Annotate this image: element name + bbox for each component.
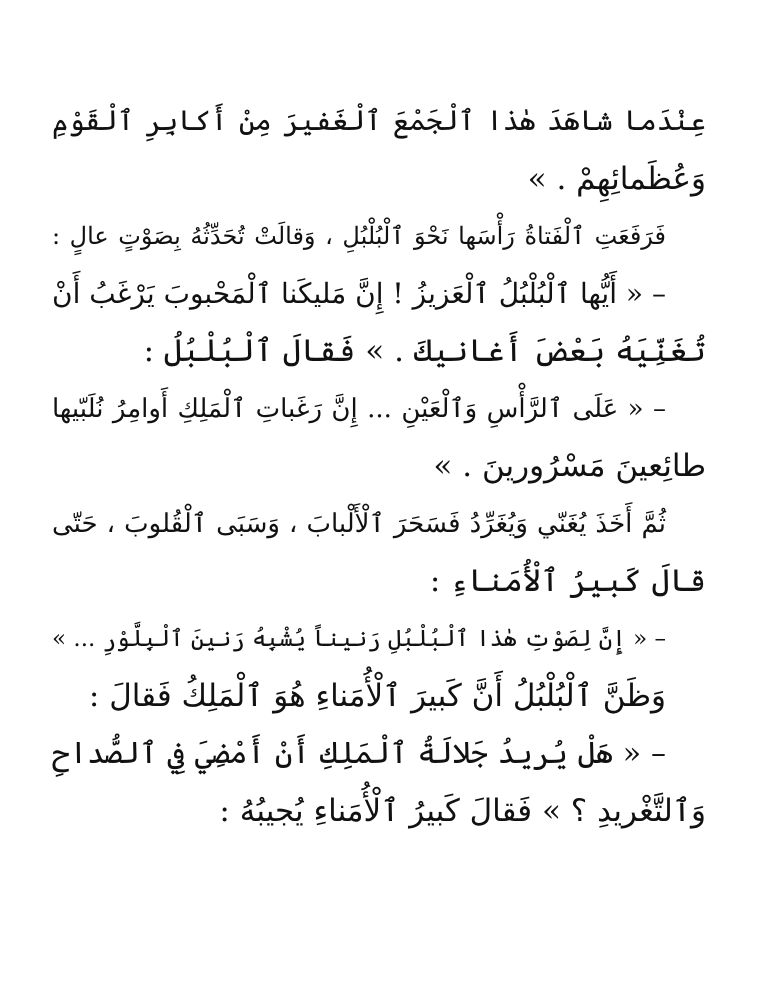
text-line: – « إِنَّ لِصَوْتِ هٰذا ٱلْبُلْبُلِ رَنيناً يُشْبِهُ رَنينَ ٱلْبِلَّوْرِ ... » — [52, 625, 666, 652]
text-line: فَرَفَعَتِ ٱلْفَتاةُ رَأْسَها نَحْوَ ٱلْبُلْبُلِ ، وَقالَتْ تُحَدِّثُهُ بِصَوْتٍ عالٍ : — [52, 222, 666, 250]
story-text — [52, 96, 706, 844]
text-line: وَعُظَمائِهِمْ . » — [527, 160, 706, 197]
text-line: وَٱلتَّغْريدِ ؟ » فَقالَ كَبيرُ ٱلْأُمَناءِ يُجيبُهُ : — [219, 793, 706, 829]
text-line: قالَ كَبيرُ ٱلْأُمَناءِ : — [429, 563, 706, 599]
text-line: – « أَيُّها ٱلْبُلْبُلُ ٱلْعَزيزُ ! إِنَّ مَليكَنا ٱلْمَحْبوبَ يَرْغَبُ أَنْ — [52, 276, 666, 310]
text-line: وَظَنَّ ٱلْبُلْبُلُ أَنَّ كَبيرَ ٱلْأُمَناءِ هُوَ ٱلْمَلِكُ فَقالَ : — [88, 678, 666, 714]
text-line: تُغَنِّيَهُ بَعْضَ أَغانيكَ . » فَقالَ ٱلْبُلْبُلُ : — [143, 333, 706, 369]
text-line: – « هَلْ يُريدُ جَلالَةُ ٱلْمَلِكِ أَنْ أَمْضِيَ فِي ٱلصُّداحِ — [52, 735, 666, 771]
text-line: طائِعينَ مَسْرُورينَ . » — [433, 448, 706, 484]
text-line: عِنْدَما شاهَدَ هٰذا ٱلْجَمْعَ ٱلْغَفيرَ مِنْ أَكابِرِ ٱلْقَوْمِ — [52, 104, 706, 137]
text-line: ثُمَّ أَخَذَ يُغَنّي وَيُغَرِّدُ فَسَحَرَ ٱلْأَلْبابَ ، وَسَبَى ٱلْقُلوبَ ، حَتّى — [52, 508, 666, 539]
text-line: – « عَلَى ٱلرَّأْسِ وَٱلْعَيْنِ ... إِنَّ رَغَباتِ ٱلْمَلِكِ أَوامِرُ نُلَبّيها — [52, 393, 666, 424]
